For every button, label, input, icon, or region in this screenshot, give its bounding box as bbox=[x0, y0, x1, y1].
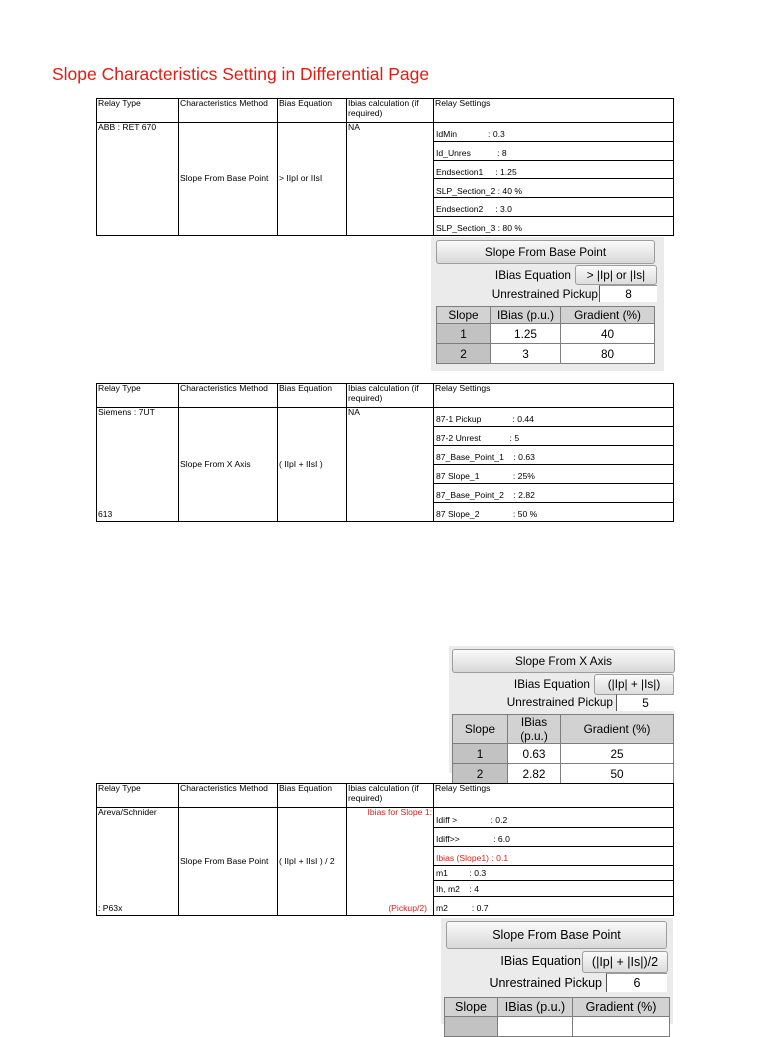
cell-method: Slope From Base Point bbox=[179, 123, 278, 236]
ibias-equation-label: IBias Equation bbox=[500, 954, 581, 968]
cell-relay-type bbox=[97, 808, 179, 916]
ibias-equation-label: IBias Equation bbox=[494, 268, 571, 282]
header-relay-settings: Relay Settings bbox=[434, 784, 674, 808]
setting-item: 87 Slope_2 : 50 % bbox=[436, 509, 538, 520]
slope-method-button[interactable]: Slope From Base Point bbox=[436, 240, 655, 264]
header-ibias-calculation: Ibias calculation (if required) bbox=[347, 784, 434, 808]
setting-item: Ih, m2 : 4 bbox=[434, 881, 673, 897]
header-method: Characteristics Method bbox=[179, 784, 278, 808]
col-ibias: IBias (p.u.) bbox=[491, 307, 561, 324]
page-title: Slope Characteristics Setting in Differential Page bbox=[52, 64, 430, 84]
slope-number: 1 bbox=[453, 744, 508, 764]
setting-item: SLP_Section_2 : 40 % bbox=[434, 179, 673, 198]
slope-number bbox=[445, 1017, 498, 1037]
col-ibias: IBias (p.u.) bbox=[498, 998, 573, 1017]
ibias-calc-formula: (Pickup/2) bbox=[388, 903, 427, 914]
cell-ibias-calculation bbox=[347, 808, 434, 916]
header-relay-type: Relay Type bbox=[97, 384, 179, 408]
col-ibias: IBias (p.u.) bbox=[508, 715, 561, 744]
slope-method-button[interactable]: Slope From X Axis bbox=[452, 649, 675, 673]
setting-item: Endsection1 : 1.25 bbox=[434, 160, 673, 179]
unrestrained-pickup-input[interactable]: 8 bbox=[599, 285, 657, 302]
ibias-value-field[interactable]: 2.82 bbox=[508, 764, 561, 784]
header-relay-settings: Relay Settings bbox=[434, 384, 674, 408]
cell-bias-equation: > IIpI or IIsI bbox=[278, 123, 347, 236]
header-bias-equation: Bias Equation bbox=[278, 384, 347, 408]
setting-item: 87-1 Pickup : 0.44 bbox=[434, 408, 673, 426]
slope-panel-x-axis bbox=[449, 646, 674, 781]
header-relay-type: Relay Type bbox=[97, 784, 179, 808]
setting-item: SLP_Section_3 : 80 % bbox=[436, 223, 522, 234]
relay-table-areva bbox=[96, 783, 674, 916]
cell-relay-settings bbox=[434, 808, 674, 916]
col-gradient: Gradient (%) bbox=[573, 998, 670, 1017]
gradient-value-field[interactable]: 40 bbox=[561, 324, 655, 344]
col-slope: Slope bbox=[445, 998, 498, 1017]
unrestrained-pickup-label: Unrestrained Pickup bbox=[506, 695, 613, 709]
setting-item: Idiff > : 0.2 bbox=[434, 808, 673, 827]
setting-item: 87 Slope_1 : 25% bbox=[434, 464, 673, 483]
settings-list bbox=[434, 408, 673, 521]
cell-relay-settings bbox=[434, 408, 674, 522]
relay-type-text: Areva/Schnider bbox=[98, 807, 157, 817]
header-method: Characteristics Method bbox=[179, 384, 278, 408]
ibias-equation-dropdown[interactable]: > |Ip| or |Is| bbox=[575, 265, 657, 285]
ibias-equation-dropdown[interactable]: (|Ip| + |Is|)/2 bbox=[582, 951, 668, 973]
header-bias-equation: Bias Equation bbox=[278, 99, 347, 123]
setting-item: 87_Base_Point_2 : 2.82 bbox=[434, 484, 673, 503]
unrestrained-pickup-label: Unrestrained Pickup bbox=[489, 976, 602, 990]
setting-item: m1 : 0.3 bbox=[434, 865, 673, 881]
settings-list bbox=[434, 123, 673, 235]
slope-number: 2 bbox=[437, 344, 491, 364]
cell-relay-type: ABB : RET 670 bbox=[97, 123, 179, 236]
setting-item: 87_Base_Point_1 : 0.63 bbox=[434, 445, 673, 464]
slope-panel-base-point-2 bbox=[441, 918, 673, 1024]
ibias-value-field[interactable] bbox=[498, 1017, 573, 1037]
settings-list bbox=[434, 808, 673, 915]
ibias-equation-label: IBias Equation bbox=[513, 677, 590, 691]
col-slope: Slope bbox=[437, 307, 491, 324]
setting-item: Ibias (Slope1) : 0.1 bbox=[434, 846, 673, 865]
setting-item: m2 : 0.7 bbox=[436, 903, 489, 914]
unrestrained-pickup-input[interactable]: 6 bbox=[606, 973, 667, 992]
col-slope: Slope bbox=[453, 715, 508, 744]
slope-table bbox=[444, 997, 670, 1037]
slope-table bbox=[436, 306, 655, 364]
cell-ibias-calculation: NA bbox=[347, 123, 434, 236]
relay-table-siemens bbox=[96, 383, 674, 522]
setting-item: 87-2 Unrest : 5 bbox=[434, 426, 673, 445]
setting-item: Endsection2 : 3.0 bbox=[434, 198, 673, 217]
ibias-calc-note: Ibias for Slope 1: bbox=[367, 807, 432, 817]
gradient-value-field[interactable]: 50 bbox=[561, 764, 674, 784]
header-ibias-calculation: Ibias calculation (if required) bbox=[347, 384, 434, 408]
header-ibias-calculation: Ibias calculation (if required) bbox=[347, 99, 434, 123]
cell-method: Slope From Base Point bbox=[179, 808, 278, 916]
slope-panel-base-point bbox=[431, 237, 664, 371]
unrestrained-pickup-label: Unrestrained Pickup bbox=[491, 287, 598, 301]
slope-number: 1 bbox=[437, 324, 491, 344]
ibias-equation-dropdown[interactable]: (|Ip| + |Is|) bbox=[594, 674, 674, 695]
cell-relay-type bbox=[97, 408, 179, 522]
col-gradient: Gradient (%) bbox=[561, 715, 674, 744]
gradient-value-field[interactable]: 25 bbox=[561, 744, 674, 764]
col-gradient: Gradient (%) bbox=[561, 307, 655, 324]
cell-method: Slope From X Axis bbox=[179, 408, 278, 522]
cell-bias-equation: ( IIpI + IIsI ) / 2 bbox=[278, 808, 347, 916]
relay-type-suffix: : P63x bbox=[98, 903, 123, 914]
setting-item: IdMin : 0.3 bbox=[434, 123, 673, 141]
ibias-value-field[interactable]: 0.63 bbox=[508, 744, 561, 764]
setting-item: Idiff>> : 6.0 bbox=[434, 827, 673, 846]
header-relay-settings: Relay Settings bbox=[434, 99, 674, 123]
cell-ibias-calculation: NA bbox=[347, 408, 434, 522]
ibias-value-field[interactable]: 3 bbox=[491, 344, 561, 364]
unrestrained-pickup-input[interactable]: 5 bbox=[616, 694, 674, 711]
relay-type-suffix: 613 bbox=[98, 509, 113, 520]
gradient-value-field[interactable] bbox=[573, 1017, 670, 1037]
gradient-value-field[interactable]: 80 bbox=[561, 344, 655, 364]
cell-relay-settings bbox=[434, 123, 674, 236]
relay-type-text: Siemens : 7UT bbox=[98, 407, 155, 417]
relay-table-abb bbox=[96, 98, 674, 236]
ibias-value-field[interactable]: 1.25 bbox=[491, 324, 561, 344]
slope-number: 2 bbox=[453, 764, 508, 784]
slope-table bbox=[452, 714, 674, 784]
header-method: Characteristics Method bbox=[179, 99, 278, 123]
cell-bias-equation: ( IIpI + IIsI ) bbox=[278, 408, 347, 522]
header-relay-type: Relay Type bbox=[97, 99, 179, 123]
slope-method-button[interactable]: Slope From Base Point bbox=[446, 921, 667, 949]
setting-item: Id_Unres : 8 bbox=[434, 141, 673, 160]
header-bias-equation: Bias Equation bbox=[278, 784, 347, 808]
